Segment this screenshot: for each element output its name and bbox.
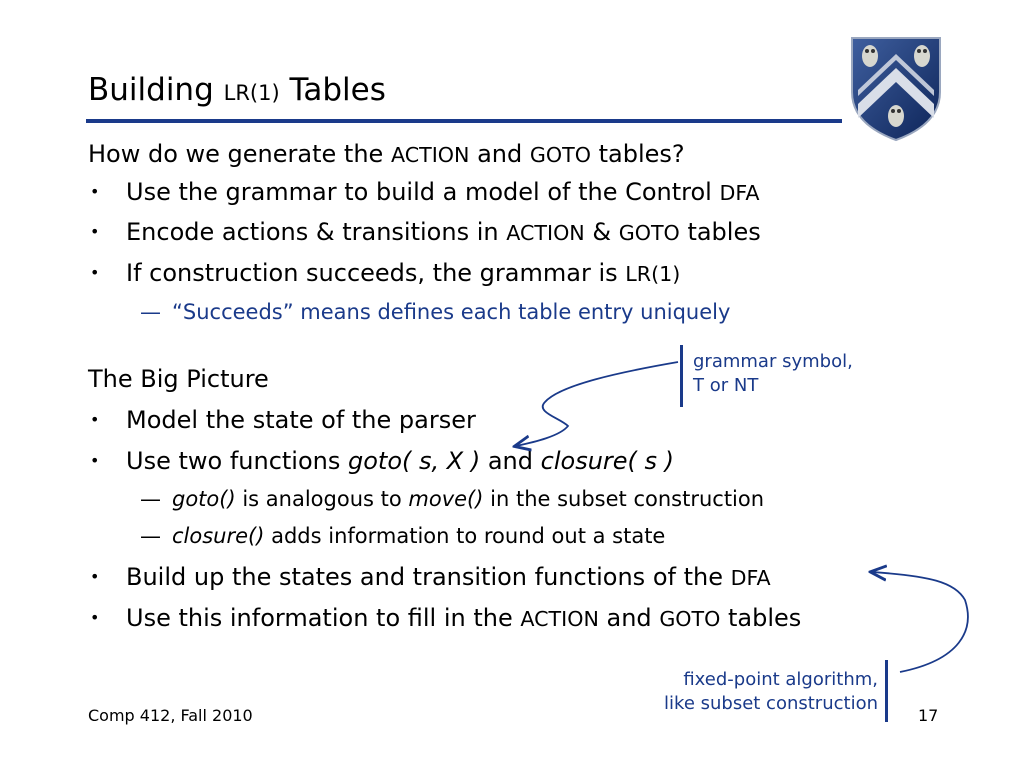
b5-and: and <box>487 447 533 475</box>
title-lr1: LR(1) <box>223 81 280 105</box>
q-goto: GOTO <box>529 143 591 167</box>
b2-action: ACTION <box>506 221 585 245</box>
b3-text: If construction succeeds, the grammar is <box>126 259 618 287</box>
b1-text: Use the grammar to build a model of the Control <box>126 178 712 206</box>
note-line: fixed-point algorithm, <box>683 669 878 690</box>
q-post: tables? <box>598 140 685 168</box>
bullet-dot: • <box>90 182 100 201</box>
q-and: and <box>477 140 523 168</box>
sb2-text-end: in the subset construction <box>490 487 765 511</box>
b7-goto: GOTO <box>659 607 721 631</box>
title-text-end: Tables <box>289 72 386 108</box>
note-line: like subset construction <box>664 693 878 714</box>
b3-lr1: LR(1) <box>625 262 681 286</box>
bullet-item-model-state: Model the state of the parser <box>126 406 476 434</box>
b7-text: Use this information to fill in the <box>126 604 513 632</box>
b7-action: ACTION <box>520 607 599 631</box>
title-text: Building <box>88 72 214 108</box>
q-action: ACTION <box>390 143 470 167</box>
q-text: How do we generate the <box>88 140 384 168</box>
bullet-dot: • <box>90 567 100 586</box>
sub-bullet-succeeds: “Succeeds” means defines each table entry uniquely <box>172 300 731 324</box>
sb3-text: adds information to round out a state <box>271 524 666 548</box>
sub-dash: — <box>140 300 161 324</box>
b2-post: tables <box>687 218 761 246</box>
b5-text: Use two functions <box>126 447 341 475</box>
footer-course: Comp 412, Fall 2010 <box>88 706 253 725</box>
bullet-dot: • <box>90 410 100 429</box>
sub-dash: — <box>140 524 161 548</box>
sub-dash: — <box>140 487 161 511</box>
b2-goto: GOTO <box>618 221 680 245</box>
section-heading-big-picture: The Big Picture <box>88 365 269 393</box>
sb2-text: is analogous to <box>242 487 402 511</box>
b5-closure: closure( s ) <box>540 447 675 475</box>
b6-text: Build up the states and transition functions of the <box>126 563 723 591</box>
sb2-goto: goto() <box>172 487 236 511</box>
bullet-dot: • <box>90 608 100 627</box>
note-line: T or NT <box>693 375 759 396</box>
b7-post: tables <box>728 604 802 632</box>
bullet-dot: • <box>90 263 100 282</box>
b7-and: and <box>606 604 652 632</box>
page-number: 17 <box>918 706 939 725</box>
b5-goto: goto( s, X ) <box>348 447 481 475</box>
bullet-dot: • <box>90 451 100 470</box>
b1-dfa: DFA <box>719 181 760 205</box>
b2-text: Encode actions & transitions in <box>126 218 499 246</box>
note-line: grammar symbol, <box>693 351 853 372</box>
sb3-closure: closure() <box>172 524 265 548</box>
arrow-to-goto <box>516 362 678 446</box>
b6-dfa: DFA <box>730 566 771 590</box>
bullet-dot: • <box>90 222 100 241</box>
sb2-move: move() <box>408 487 484 511</box>
arrow-to-dfa <box>872 572 968 672</box>
b2-amp: & <box>592 218 612 246</box>
